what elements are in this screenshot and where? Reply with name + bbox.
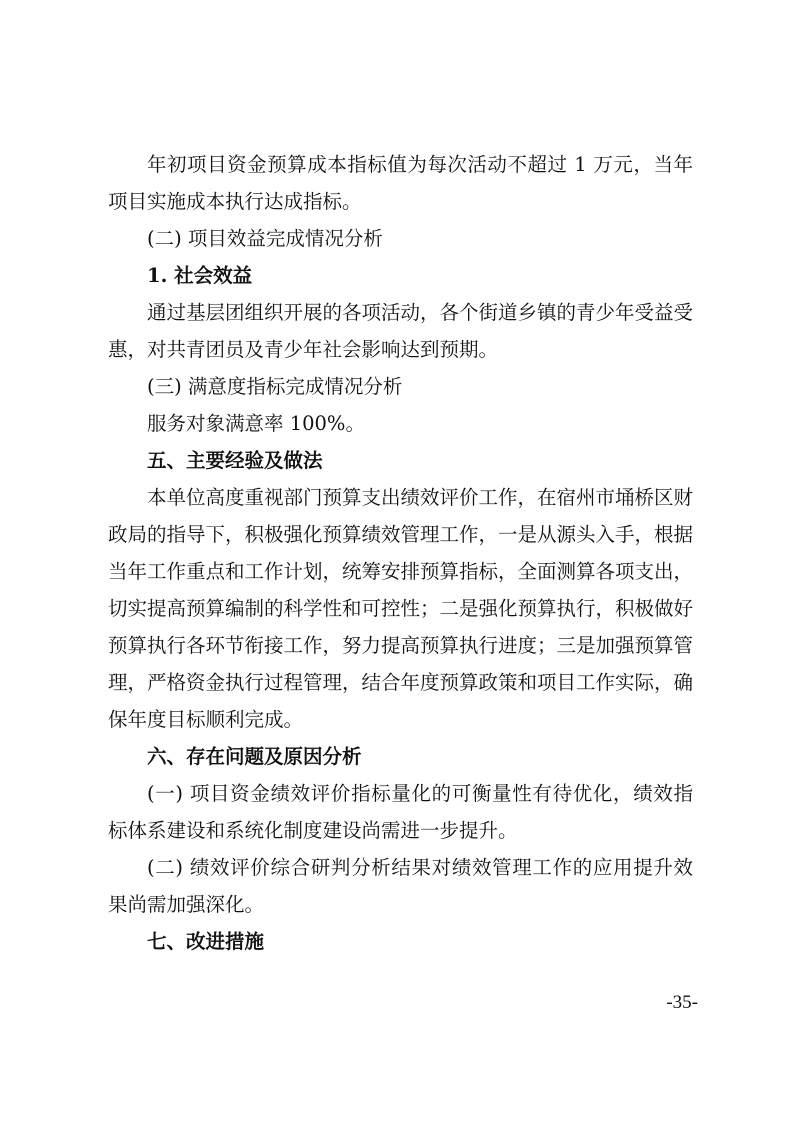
paragraph-problem-one: (一) 项目资金绩效评价指标量化的可衡量性有待优化，绩效指标体系建设和系统化制度建设尚需进一步提升。	[108, 782, 693, 842]
document-body	[108, 146, 693, 960]
paragraph-social-benefit: 通过基层团组织开展的各项活动，各个街道乡镇的青少年受益受惠，对共青团员及青少年社会影响达到预期。	[108, 301, 694, 361]
page-number: -35-	[666, 992, 698, 1013]
subheading-satisfaction-analysis: (三) 满意度指标完成情况分析	[147, 375, 403, 398]
heading-social-benefit: 1. 社会效益	[147, 264, 253, 287]
paragraph-satisfaction-rate: 服务对象满意率 100%。	[147, 412, 365, 435]
paragraph-budget-cost: 年初项目资金预算成本指标值为每次活动不超过 1 万元，当年项目实施成本执行达成指标。	[108, 153, 693, 213]
paragraph-problem-two: (二) 绩效评价综合研判分析结果对绩效管理工作的应用提升效果尚需加强深化。	[108, 856, 693, 916]
heading-problems: 六、存在问题及原因分析	[147, 745, 362, 768]
subheading-benefit-analysis: (二) 项目效益完成情况分析	[147, 227, 383, 250]
paragraph-experience: 本单位高度重视部门预算支出绩效评价工作，在宿州市埇桥区财政局的指导下，积极强化预算绩效管理工作，一是从源头入手，根据当年工作重点和工作计划，统筹安排预算指标，全面测算各项支出，切实提高预算编制的科学性和可控性；二是强化预算执行，积极做好预算执行各环节衔接工作，努力提高预算执行进度；三是加强预算管理，严格资金执行过程管理，结合年度预算政策和项目工作实际，确保年度目标顺利完成。	[108, 486, 694, 731]
heading-improvements: 七、改进措施	[147, 930, 265, 953]
heading-experience: 五、主要经验及做法	[147, 449, 323, 472]
